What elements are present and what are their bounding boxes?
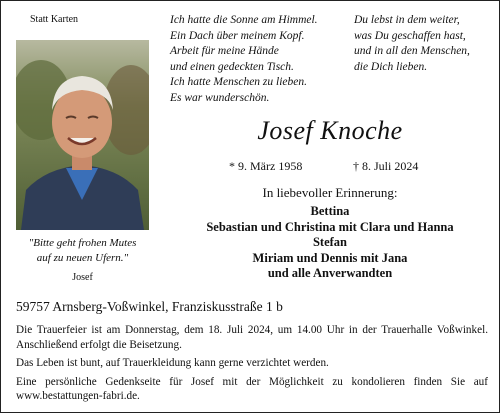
family-line: Stefan bbox=[312, 235, 348, 249]
poem-line: Ich hatte Menschen zu lieben. bbox=[170, 76, 307, 88]
photo-caption bbox=[16, 236, 149, 285]
poem-right bbox=[354, 13, 470, 75]
deceased-name: Josef Knoche bbox=[257, 116, 403, 145]
poem-line: Es war wunderschön. bbox=[170, 91, 270, 104]
poem-left bbox=[170, 13, 318, 106]
poem-line: Ich hatte die Sonne am Himmel. bbox=[170, 14, 318, 26]
quote-line: "Bitte geht frohen Mutes bbox=[28, 237, 137, 249]
mourning-address: 59757 Arnsberg-Voßwinkel, Franziskusstraße 1 b bbox=[16, 299, 283, 314]
statt-karten-label: Statt Karten bbox=[30, 14, 79, 25]
notice-paragraph: Eine persönliche Gedenkseite für Josef mit der Möglichkeit zu kondolieren finden Sie auf www.bestattungen-fabri.de. bbox=[16, 375, 488, 402]
family-line: Bettina bbox=[310, 204, 350, 218]
poem-line: und einen gedeckten Tisch. bbox=[170, 60, 294, 73]
funeral-notice bbox=[16, 323, 488, 404]
poem-line: Du lebst in dem weiter, bbox=[354, 14, 460, 26]
notice-paragraph: Das Leben ist bunt, auf Trauerkleidung kann gerne verzichtet werden. bbox=[16, 357, 329, 369]
poem-line: Ein Dach über meinem Kopf. bbox=[170, 29, 305, 42]
birth-date: * 9. März 1958 bbox=[229, 159, 303, 173]
poem-line: was Du geschaffen hast, bbox=[354, 29, 466, 42]
quote-line: auf zu neuen Ufern." bbox=[36, 252, 129, 264]
poem-line: Arbeit für meine Hände bbox=[170, 45, 279, 57]
portrait-illustration bbox=[16, 40, 149, 230]
family-line: und alle Anverwandten bbox=[267, 266, 393, 280]
poem-line: und in all den Menschen, bbox=[354, 45, 470, 57]
portrait-photo bbox=[16, 40, 149, 230]
poem-line: die Dich lieben. bbox=[354, 60, 428, 73]
memory-heading: In liebevoller Erinnerung: bbox=[262, 185, 398, 200]
family-line: Sebastian und Christina mit Clara und Hanna bbox=[206, 219, 454, 234]
family-list bbox=[160, 204, 500, 282]
family-line: Miriam und Dennis mit Jana bbox=[252, 250, 408, 265]
notice-paragraph: Die Trauerfeier ist am Donnerstag, dem 18. Juli 2024, um 14.00 Uhr in der Trauerhalle Voßwinkel. Anschließend erfolgt die Beisetzung. bbox=[16, 324, 488, 351]
quote-signature: Josef bbox=[72, 272, 93, 283]
death-date: † 8. Juli 2024 bbox=[353, 159, 419, 173]
